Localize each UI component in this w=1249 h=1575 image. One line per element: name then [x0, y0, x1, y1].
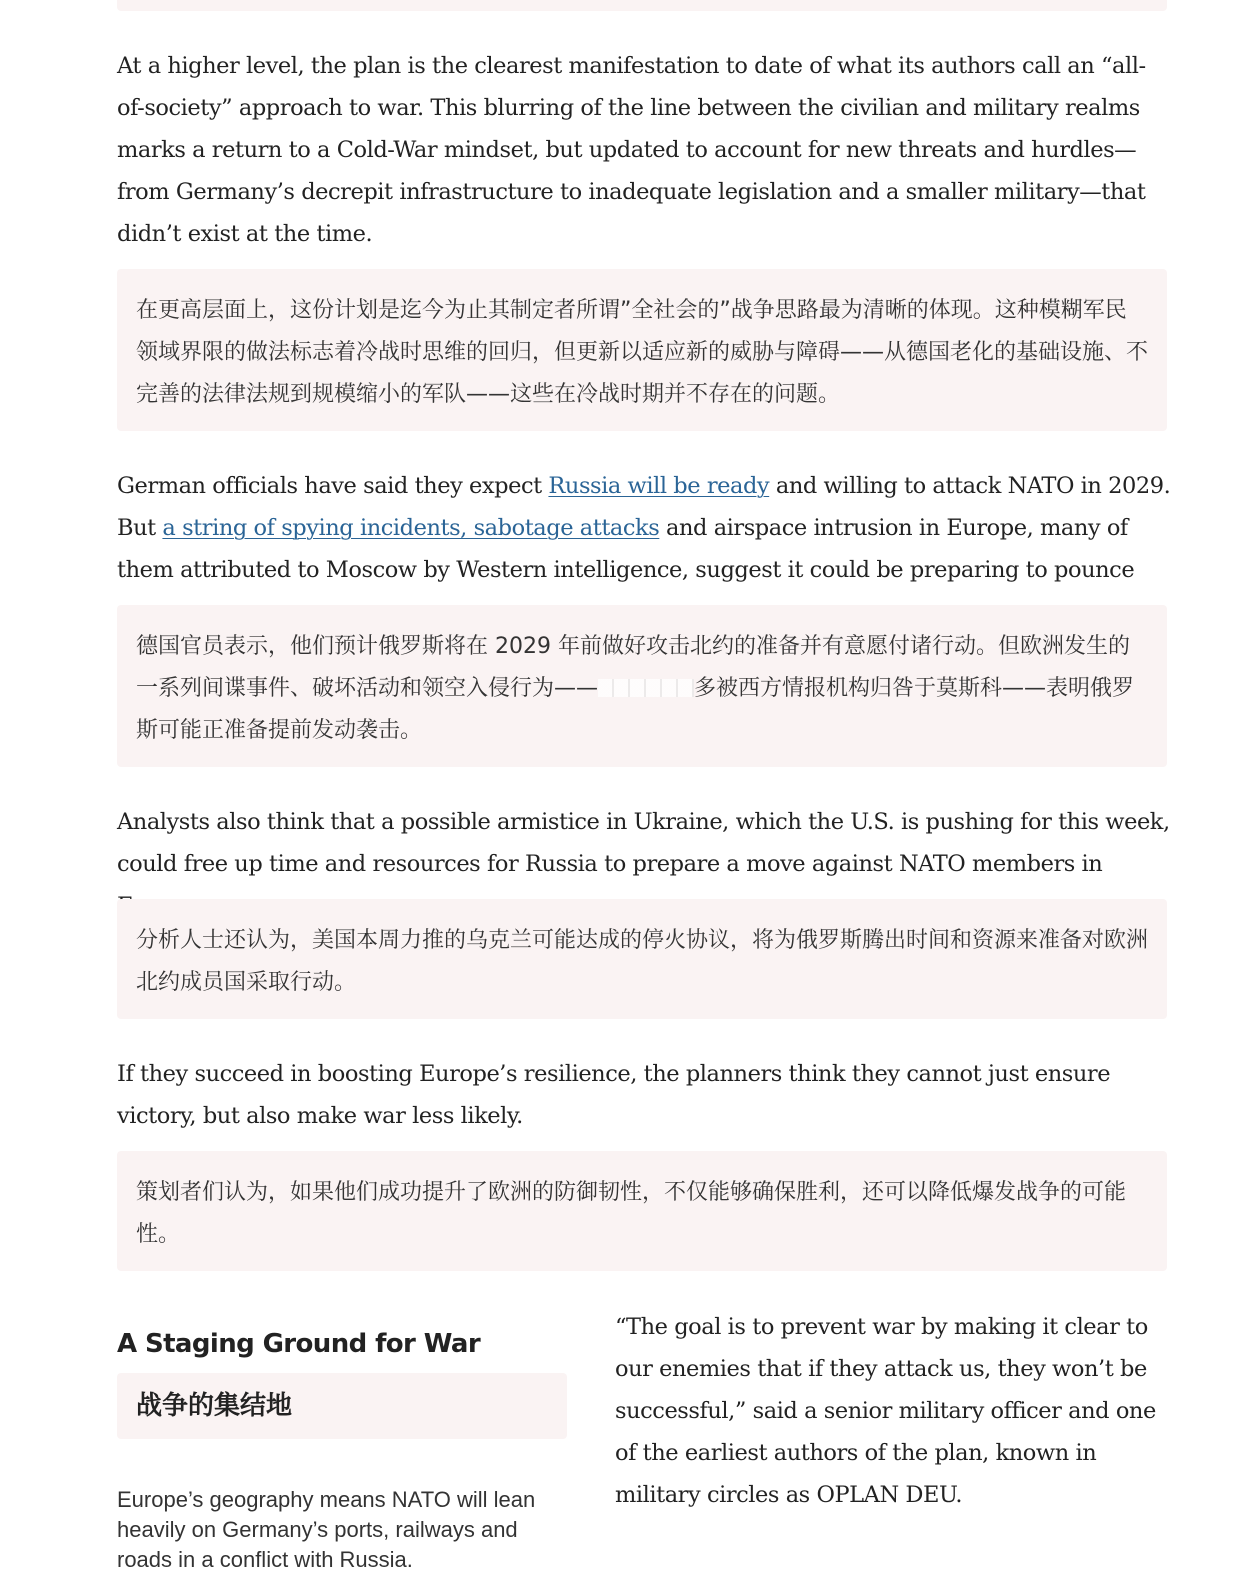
- section-body-en: Europe’s geography means NATO will lean heavily on Germany’s ports, railways and roads in a conflict with Russia.: [117, 1487, 536, 1572]
- blurred-text-placeholder: [598, 679, 694, 697]
- link-russia-will-be-ready[interactable]: Russia will be ready: [548, 473, 770, 499]
- link-spying-incidents[interactable]: a string of spying incidents, sabotage attacks: [162, 515, 660, 541]
- paragraph-zh-1: 在更高层面上，这份计划是迄今为止其制定者所谓”全社会的”战争思路最为清晰的体现。这种模糊军民领域界限的做法标志着冷战时思维的回归，但更新以适应新的威胁与障碍——从德国老化的基础设施、不完善的法律法规到规模缩小的军队——这些在冷战时期并不存在的问题。: [117, 269, 1167, 431]
- previous-translation-box: [117, 0, 1167, 11]
- paragraph-zh-2: [117, 605, 1167, 767]
- paragraph-zh-4: 策划者们认为，如果他们成功提升了欧洲的防御韧性，不仅能够确保胜利，还可以降低爆发战争的可能性。: [117, 1151, 1167, 1271]
- paragraph-zh-3: 分析人士还认为，美国本周力推的乌克兰可能达成的停火协议，将为俄罗斯腾出时间和资源来准备对欧洲北约成员国采取行动。: [117, 899, 1167, 1019]
- paragraph-en-3: Analysts also think that a possible armistice in Ukraine, which the U.S. is pushing for this week, could free up time and resources for Russia to prepare a move against NATO members in: [117, 809, 1170, 877]
- paragraph-en-4: If they succeed in boosting Europe’s resilience, the planners think they cannot just ensure victory, but also make war less likely.: [117, 1061, 1111, 1129]
- paragraph-en-2-text-b: and willing to attack NATO in 2029. But: [117, 473, 1171, 541]
- paragraph-en-1: At a higher level, the plan is the clearest manifestation to date of what its authors call an “all-of-society” approach to war. This blurring of the line between the civilian and military realms marks a return to a Cold-War mindset, but updated to account for new threats and hurdles—from Germany’s decrepit infrastructure to inadequate legislation and a smaller military—that didn’t exist at the time.: [117, 53, 1146, 247]
- paragraph-zh-2-text-a: 德国官员表示，他们预计俄罗斯将在 2029 年前做好攻击北约的准备并有意愿付诸行动。但欧洲发生的一系列间谍事件、破坏活动和领空入侵行为——: [136, 634, 1130, 701]
- paragraph-en-2-text-c: and airspace intrusion in Europe, many of them attributed to Moscow by Western intelligence, suggest it could be preparing to pounce: [117, 515, 1135, 583]
- paragraph-en-2-text-a: German officials have said they expect: [117, 473, 549, 499]
- paragraph-zh-2-text-b: 多被西方情报机构归咎于莫斯科——表明俄罗斯可能正准备提前发动袭击。: [136, 676, 1135, 743]
- section-heading-en: A Staging Ground for War: [117, 1329, 481, 1359]
- pull-quote: “The goal is to prevent war by making it clear to our enemies that if they attack us, they won’t be successful,” said a senior military officer and one of the earliest authors of the plan, known in military circles as OPLAN DEU.: [615, 1314, 1156, 1508]
- section-heading-zh: 战争的集结地: [117, 1373, 567, 1439]
